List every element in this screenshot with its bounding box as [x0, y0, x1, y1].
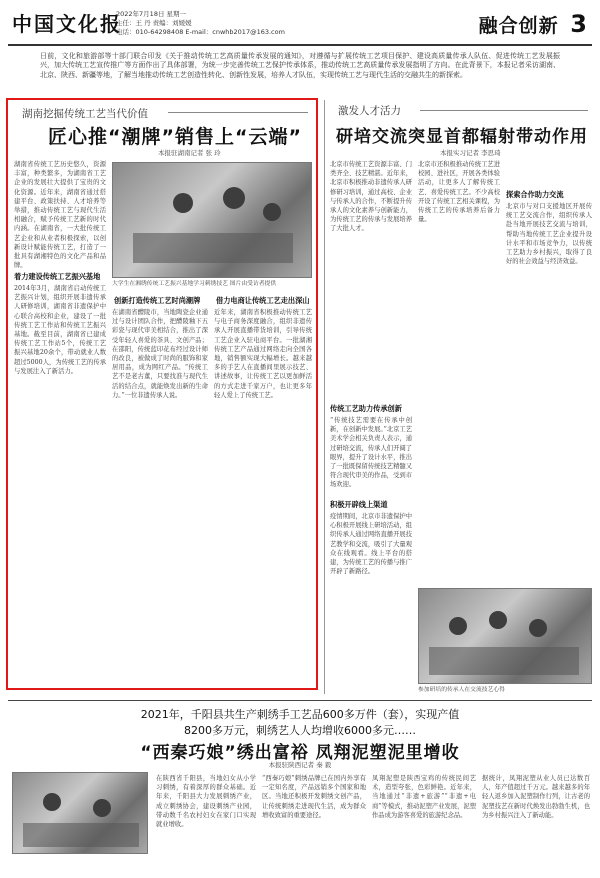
masthead [8, 6, 592, 46]
section-rule [8, 700, 592, 701]
newspaper-logo: 中国文化报 [12, 12, 122, 36]
left-byline: 本报驻湖南记者 张 玲 [158, 149, 221, 157]
bottom-intro-line-2: 8200多万元，刺绣艺人人均增收6000多元…… [184, 724, 416, 737]
bottom-col-1: 在陕西省千阳县，当地妇女从小学习刺绣，有着深厚的群众基础。近年来，千阳县大力发展刺绣产业，成立刺绣协会，建设刺绣产业园，带动数千名农村妇女在家门口实现就业增收。 [156, 775, 256, 829]
left-subhead-3: 借力电商让传统工艺走出深山 [216, 296, 310, 305]
training-session-photo [418, 588, 592, 684]
section-name: 融合创新 [478, 15, 559, 37]
editor-line: 主任：王 丹 责编：刘媛媛 [116, 19, 192, 27]
bottom-col-2: “西秦巧娘”刺绣品牌已在国内外享有一定知名度，产品远销多个国家和地区。当地还积极开发刺绣文创产品，让传统刺绣走进现代生活，成为群众增收致富的重要途径。 [262, 775, 366, 819]
left-col3-text: 近年来，湖南省积极推动传统工艺与电子商务深度融合，组织非遗传承人开展直播带货培训，引导传统工艺企业入驻电商平台。一批湖湘传统工艺产品通过网络走向全国各地，销售额实现大幅增长。越来越多的手艺人在直播间里展示技艺、讲述故事，让传统工艺以更加鲜活的方式走进千家万户，也让更多年轻人爱上了传统工艺。 [214, 309, 312, 399]
left-headline[interactable]: 匠心推“潮牌”销售上“云端” [48, 126, 302, 148]
right-photo-caption: 参加研培的传承人在交流技艺心得 [418, 687, 505, 693]
left-subhead-2: 创新打造传统工艺时尚潮牌 [114, 296, 201, 305]
right-kicker: 激发人才活力 [338, 105, 401, 117]
issue-date: 2022年7月18日 星期一 [116, 10, 187, 18]
left-col2-text: 在湖南省醴陵市，当地陶瓷企业通过与设计团队合作，把醴陵釉下五彩瓷与现代审美相结合，推出了深受年轻人喜爱的茶具、文创产品；在邵阳，传统蓝印花布经过设计师的改良，被做成了时尚的服饰和家居用品，成为网红产品。“传统工艺不是老古董，只要找准与现代生活的结合点，就能焕发出新的生命力。”一位非遗传承人说。 [112, 309, 208, 399]
right-col3-text: 疫情期间，北京市非遗保护中心积极开展线上研培活动，组织传承人通过网络直播开展技艺教学和交流，吸引了大量观众在线观看。线上平台的搭建，为传统工艺的传播与推广开辟了新路径。 [330, 513, 412, 576]
left-col1b-text: 2014年3月，湖南省启动传统工艺振兴计划，组织开展非遗传承人研修培训，湖南省非遗保护中心联合高校和企业，建设了一批传统工艺工作站和传统工艺振兴基地。截至目前，湖南省已建成传统工艺工作站5个，传统工艺振兴基地20余个，带动就业人数超过5000人，为传统工艺的传承与发展注入了新活力。 [14, 285, 106, 375]
kicker-rule [420, 110, 588, 111]
bottom-col-4: 据统计，凤翔泥塑从业人员已达数百人，年产值超过千万元。越来越多的年轻人返乡加入泥塑制作行列，让古老的泥塑技艺在新时代焕发出勃勃生机，也为乡村振兴注入了新动能。 [482, 775, 590, 819]
bottom-byline: 本报驻陕西记者 秦 毅 [268, 761, 332, 769]
right-headline[interactable]: 研培交流突显首都辐射带动作用 [336, 127, 588, 147]
right-col4-text: 北京市还积极推动传统工艺进校园、进社区，开展各类体验活动，让更多人了解传统工艺、喜爱传统工艺。不少高校开设了传统工艺相关课程，为传统工艺的传承培养后备力量。 [418, 161, 500, 224]
kicker-rule [168, 112, 308, 113]
section-title [479, 10, 588, 38]
contact-line: 电话：010-64298408 E-mail：cnwhb2017@163.com [116, 28, 285, 36]
right-col4b-text: 北京市与对口支援地区开展传统工艺交流合作，组织传承人赴当地开展技艺交流与培训，帮助当地传统工艺企业提升设计水平和市场竞争力，以传统工艺助力乡村振兴，取得了良好的社会效益与经济效益。 [506, 203, 592, 266]
embroidery-class-photo [112, 162, 312, 278]
masthead-meta [116, 10, 285, 37]
bottom-intro-line: 2021年，千阳县共生产刺绣手工艺品600多万件（套），实现产值 [140, 708, 460, 721]
right-subhead-2: 积极开辟线上渠道 [330, 500, 388, 509]
right-col1-text: 北京市传统工艺资源丰富、门类齐全、技艺精湛。近年来，北京市积极推动非遗传承人研修研习培训，通过高校、企业与传承人的合作，不断提升传承人的文化素养与创新能力，为传统工艺的传承与发展培养了大批人才。 [330, 161, 412, 233]
column-divider [324, 100, 325, 694]
right-subhead-1: 传统工艺助力传承创新 [330, 404, 402, 413]
lead-paragraph: 日前，文化和旅游部等十部门联合印发《关于推动传统工艺高质量传承发展的通知》，对遵循与扩展传统工艺项目保护、建设高质量传承人队伍、促进传统工艺发展振兴，加大传统工艺宣传推广等方面作出了具体部署，为统一步完善传统工艺保护传承体系，推动传统工艺高质量传承发展指明了方向。在此背景下，本报记者采访湖南、北京、陕西、新疆等地，了解当地推动传统工艺创造性转化、创新性发展，培养人才队伍，实现传统工艺与现代生活的交融共生的新探索。 [40, 52, 560, 79]
right-subhead-3: 探索合作助力交流 [506, 190, 564, 199]
bottom-headline[interactable]: “西秦巧娘”绣出富裕 凤翔泥塑泥里增收 [140, 743, 460, 763]
page-number: 3 [570, 10, 588, 38]
left-col1-text: 湖南省传统工艺历史悠久，资源丰富，种类繁多，为湖南省工艺企业的发展壮大提供了宝贵的文化资源。近年来，湖南省通过搭建平台、政策扶持、人才培养等举措，推动传统工艺与现代生活相融合，赋予传统工艺新的时代内涵。在湖南省，一大批传统工艺企业和从业者积极探索，以创新设计赋能传统工艺，打造了一批具有湖湘特色的文化产品和品牌。 [14, 161, 106, 270]
left-article-box[interactable] [6, 98, 318, 690]
left-photo-caption: 大学生在湘绣传统工艺振兴基地学习刺绣技艺 图片由受访者提供 [112, 281, 277, 287]
embroidery-workers-photo [12, 772, 148, 854]
left-kicker: 湖南挖掘传统工艺当代价值 [22, 108, 148, 120]
right-byline: 本报实习记者 李思琦 [440, 149, 501, 157]
bottom-col-3: 凤翔泥塑是陕西宝鸡的传统民间艺术，造型夸张，色彩鲜艳。近年来，当地通过“非遗+旅游”“非遗+电商”等模式，推动泥塑产业发展，泥塑作品成为游客喜爱的旅游纪念品。 [372, 775, 476, 819]
right-col2-text: “传统技艺需要在传承中创新，在创新中发展。”北京工艺美术学会相关负责人表示，通过研培交流，传承人们开阔了眼界，提升了设计水平，推出了一批既保留传统技艺精髓又符合现代审美的作品，受到市场欢迎。 [330, 417, 412, 489]
left-subhead-1: 着力建设传统工艺振兴基地 [14, 272, 101, 281]
